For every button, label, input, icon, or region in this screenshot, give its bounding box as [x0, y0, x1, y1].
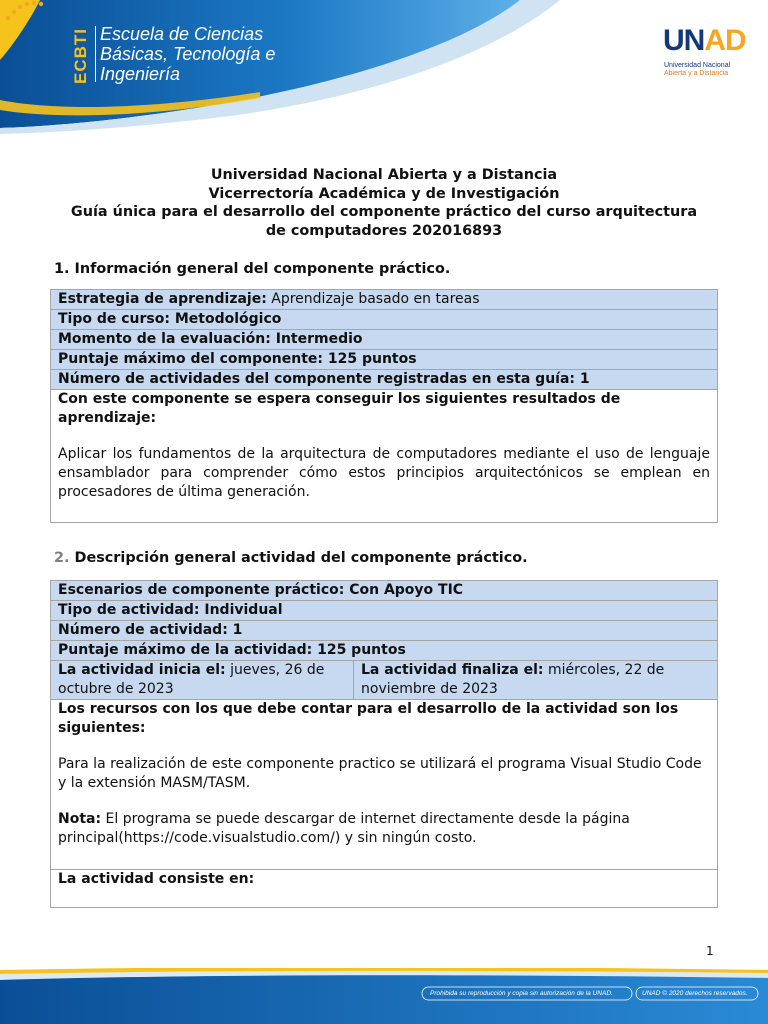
resources-heading: Los recursos con los que debe contar para el desarrollo de la actividad son los siguientes: [58, 701, 679, 736]
header-divider [95, 26, 96, 82]
logo-letter-n: N [683, 24, 705, 57]
activity-number-row: Número de actividad: 1 [51, 621, 717, 641]
section-1-heading [54, 261, 450, 277]
resources-note [58, 810, 710, 848]
activity-type-row: Tipo de actividad: Individual [51, 601, 717, 621]
activity-end-cell [354, 661, 717, 699]
resources-text: Para la realización de este componente practico se utilizará el programa Visual Studio Code y la extensión MASM/TASM. [58, 756, 702, 791]
page-footer [0, 968, 768, 1024]
school-name-line-1: Escuela de Ciencias [100, 24, 264, 44]
document-title [50, 166, 718, 240]
strategy-label: Estrategia de aprendizaje: [58, 291, 267, 307]
page-number: 1 [706, 944, 714, 958]
end-date-label: La actividad finaliza el: [361, 662, 544, 678]
activity-description-table [50, 580, 718, 908]
activity-consists-row: La actividad consiste en: [51, 870, 717, 907]
note-text: El programa se puede descargar de internet directamente desde la página principal(https://code.visualstudio.com/) y sin ningún costo. [58, 811, 630, 846]
activity-start-cell [51, 661, 354, 699]
school-acronym: ECBTI [71, 28, 90, 84]
title-university: Universidad Nacional Abierta y a Distancia [210, 167, 558, 183]
activity-max-score-row: Puntaje máximo de la actividad: 125 puntos [51, 641, 717, 661]
logo-subtitle-line-1: Universidad Nacional [664, 62, 731, 69]
section-2-number: 2. [54, 550, 70, 566]
learning-results-row [51, 390, 717, 522]
strategy-value: Aprendizaje basado en tareas [266, 291, 480, 307]
school-name-line-2: Básicas, Tecnología e [100, 44, 276, 64]
title-guide-line-2: de computadores 202016893 [265, 222, 503, 239]
school-name [100, 24, 275, 84]
strategy-row [51, 290, 717, 310]
logo-letters-ad: AD [704, 24, 746, 57]
start-date-label: La actividad inicia el: [58, 662, 226, 678]
page-header [0, 0, 768, 150]
start-date-value: jueves, 26 de octubre de 2023 [58, 662, 325, 697]
activity-dates-row [51, 661, 717, 700]
title-vicerrectoria: Vicerrectoría Académica y de Investigación [208, 185, 560, 202]
unad-logo [663, 26, 746, 56]
scenarios-row: Escenarios de componente práctico: Con Apoyo TIC [51, 581, 717, 601]
max-score-row: Puntaje máximo del componente: 125 puntos [51, 350, 717, 370]
section-1-title: Información general del componente práctico. [74, 261, 451, 277]
note-label: Nota: [58, 811, 102, 827]
footer-notice-right: UNAD © 2020 derechos reservados. [642, 990, 748, 997]
evaluation-moment-row: Momento de la evaluación: Intermedio [51, 330, 717, 350]
unad-logo-dots [0, 0, 90, 70]
course-type-row: Tipo de curso: Metodológico [51, 310, 717, 330]
learning-results-text: Aplicar los fundamentos de la arquitectura de computadores mediante el uso de lenguaje ensamblador para comprender cómo estos principios arquitectónicos se emplean en procesadores de última generación. [58, 446, 710, 500]
resources-row [51, 700, 717, 870]
general-info-table [50, 289, 718, 523]
learning-results-heading: Con este componente se espera conseguir los siguientes resultados de aprendizaje: [58, 391, 621, 426]
school-name-line-3: Ingeniería [100, 64, 181, 84]
title-guide-line-1: Guía única para el desarrollo del componente práctico del curso arquitectura [70, 204, 698, 220]
end-date-value: miércoles, 22 de noviembre de 2023 [361, 662, 665, 697]
logo-subtitle-line-2: Abierta y a Distancia [664, 70, 729, 77]
section-2-heading [54, 550, 528, 566]
logo-letter-u: U [663, 24, 684, 57]
section-2-title: Descripción general actividad del componente práctico. [74, 550, 528, 566]
footer-notice-left: Prohibida su reproducción y copia sin autorización de la UNAD. [430, 990, 613, 997]
section-1-number: 1. [54, 261, 70, 277]
unad-logo-subtitle [664, 62, 744, 78]
activities-count-row: Número de actividades del componente registradas en esta guía: 1 [51, 370, 717, 390]
